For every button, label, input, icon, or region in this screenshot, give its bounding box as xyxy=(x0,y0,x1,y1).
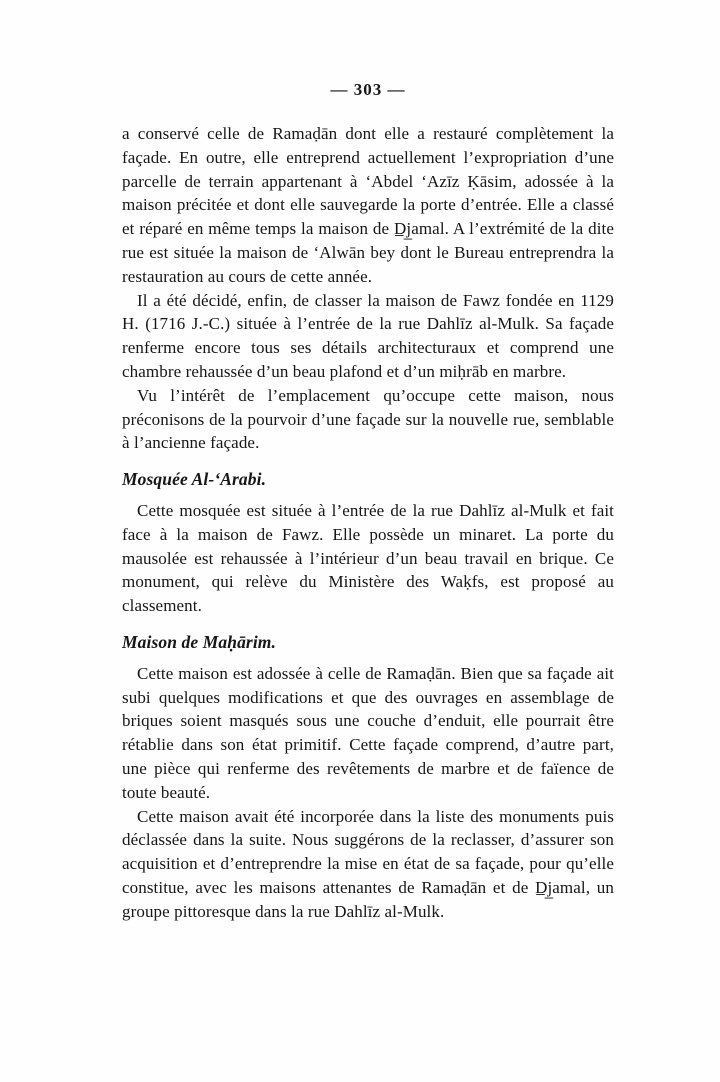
paragraph: a conservé celle de Ramaḍān dont elle a restauré complètement la façade. En outre, elle entreprend actuellement l’expropriation d’une parcelle de terrain appartenant à ‘Abdel ‘Azīz Ḳāsim, adossée à la maison précitée et dont elle sauvegarde la porte d’entrée. Elle a classé et réparé en même temps la maison de D̲j̲amal. A l’extrémité de la dite rue est située la maison de ‘Alwān bey dont le Bureau entreprendra la restauration au cours de cette année. xyxy=(122,124,614,286)
paragraph: Cette mosquée est située à l’entrée de la rue Dahlīz al-Mulk et fait face à la maison de Fawz. Elle possède un minaret. La porte du mausolée est rehaussée à l’intérieur d’un beau travail en brique. Ce monument, qui relève du Ministère des Waḳfs, est proposé au classement. xyxy=(122,500,614,616)
paragraph: Cette maison est adossée à celle de Ramaḍān. Bien que sa façade ait subi quelques modifications et que des ouvrages en assemblage de briques soient masqués sous une couche d’enduit, elle pourrait être rétablie dans son état primitif. Cette façade comprend, d’autre part, une pièce qui renferme des revêtements de marbre et de faïence de toute beauté. xyxy=(122,663,614,802)
paragraph: Vu l’intérêt de l’emplacement qu’occupe cette maison, nous préconisons de la pourvoir d’une façade sur la nouvelle rue, semblable à l’ancienne façade. xyxy=(122,385,614,453)
paragraph: Il a été décidé, enfin, de classer la maison de Fawz fondée en 1129 H. (1716 J.-C.) située à l’entrée de la rue Dahlīz al-Mulk. Sa façade renferme encore tous ses détails architecturaux et comprend une chambre rehaussée d’un beau plafond et d’un miḥrāb en marbre. xyxy=(122,290,614,381)
page-text-block xyxy=(122,122,614,924)
section-heading-mosquee-al-arabi: Mosquée Al-‘Arabi. xyxy=(122,469,267,490)
page-number: — 303 — xyxy=(330,80,406,99)
section-heading-maison-de-maharim: Maison de Maḥārim. xyxy=(122,631,276,652)
paragraph: Cette maison avait été incorporée dans la liste des monuments puis déclassée dans la suite. Nous suggérons de la reclasser, d’assurer son acquisition et d’entreprendre la mise en état de sa façade, pour qu’elle constitue, avec les maisons attenantes de Ramaḍān et de D̲j̲amal, un groupe pittoresque dans la rue Dahlīz al-Mulk. xyxy=(122,806,614,921)
